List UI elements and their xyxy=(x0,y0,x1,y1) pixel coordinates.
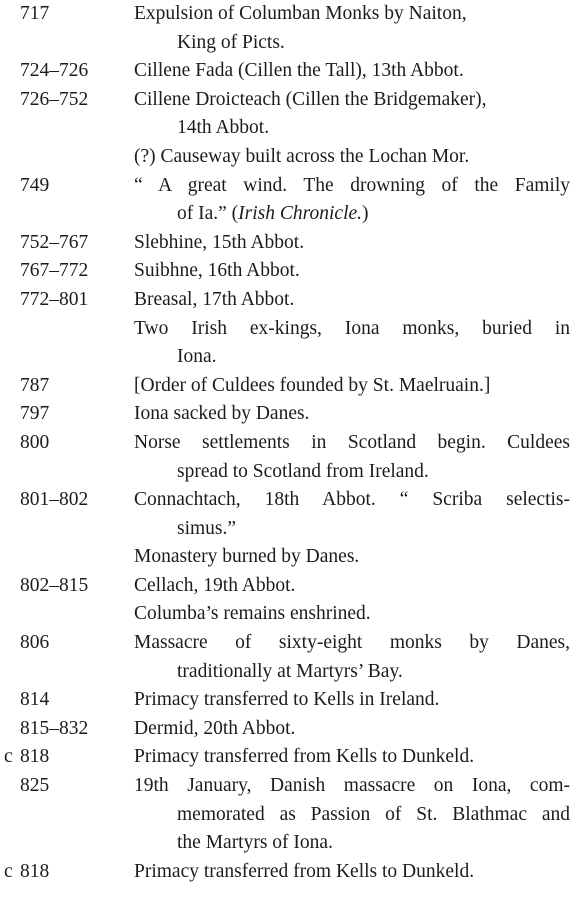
entry-line xyxy=(134,172,570,201)
chronology-entry xyxy=(0,600,580,629)
entry-line xyxy=(134,143,570,172)
entry-date: 818 xyxy=(20,746,50,768)
entry-line xyxy=(134,343,570,372)
entry-line-text: Norse settlements in Scotland begin. Culdees xyxy=(134,431,570,453)
entry-date: 717 xyxy=(20,3,50,24)
entry-line-text: Iona sacked by Danes. xyxy=(134,403,310,425)
entry-date-cell xyxy=(0,429,128,458)
entry-line xyxy=(134,743,570,772)
entry-line-text: Connachtach, 18th Abbot. “ Scriba selectis- xyxy=(134,489,570,511)
entry-date: 814 xyxy=(20,689,50,711)
entry-line-text: Iona. xyxy=(177,346,217,368)
entry-line xyxy=(134,801,570,830)
entry-line xyxy=(134,486,570,515)
entry-date: 800 xyxy=(20,431,50,453)
entry-line-text: Breasal, 17th Abbot. xyxy=(134,288,295,310)
entry-date: 825 xyxy=(20,775,50,797)
chronology-entry xyxy=(0,486,580,543)
entry-line-text: Cillene Droicteach (Cillen the Bridgemaker), xyxy=(134,88,487,110)
entry-line xyxy=(134,515,570,544)
entry-line xyxy=(134,229,570,258)
chronology-entry xyxy=(0,572,580,601)
chronology-entry xyxy=(0,257,580,286)
entry-date: 726–752 xyxy=(20,88,89,110)
entry-date: 815–832 xyxy=(20,717,89,739)
entry-date-cell xyxy=(0,86,128,115)
entry-line-text: memorated as Passion of St. Blathmac and xyxy=(177,803,570,825)
entry-line-text: Expulsion of Columban Monks by Naiton, xyxy=(134,3,467,24)
entry-date-cell xyxy=(0,229,128,258)
entry-line-text: 14th Abbot. xyxy=(177,117,270,139)
entry-description xyxy=(134,572,570,601)
chronology-entry xyxy=(0,772,580,858)
entry-description xyxy=(134,629,570,686)
entry-date-cell xyxy=(0,57,128,86)
entry-line-text: Monastery burned by Danes. xyxy=(134,546,360,568)
entry-description xyxy=(134,172,570,229)
entry-line-text: “ A great wind. The drowning of the Family xyxy=(134,174,570,196)
entry-line xyxy=(134,114,570,143)
entry-description xyxy=(134,858,570,887)
entry-date: 787 xyxy=(20,374,50,396)
chronology-entry xyxy=(0,743,580,772)
entry-line-text: Two Irish ex-kings, Iona monks, buried in xyxy=(134,317,570,339)
chronology-entry xyxy=(0,0,580,57)
chronology-entry xyxy=(0,629,580,686)
entry-line xyxy=(134,715,570,744)
entry-date: 767–772 xyxy=(20,260,89,282)
chronology-entry xyxy=(0,286,580,315)
entry-line xyxy=(134,600,570,629)
entry-line xyxy=(134,315,570,344)
entry-line-text: Primacy transferred to Kells in Ireland. xyxy=(134,689,440,711)
entry-date-cell xyxy=(0,858,128,887)
entry-line-text: [Order of Culdees founded by St. Maelruain.] xyxy=(134,374,491,396)
entry-line-text: of Ia.” ( xyxy=(177,203,239,225)
entry-line xyxy=(134,57,570,86)
entry-line-text: (?) Causeway built across the Lochan Mor. xyxy=(134,145,470,167)
entry-line-text: simus.” xyxy=(177,517,237,539)
chronology-entry xyxy=(0,543,580,572)
entry-line-text: Columba’s remains enshrined. xyxy=(134,603,371,625)
chronology-entry xyxy=(0,686,580,715)
source-citation: Irish Chronicle. xyxy=(238,203,363,225)
entry-description xyxy=(134,743,570,772)
entry-line xyxy=(134,658,570,687)
entry-line-text: Suibhne, 16th Abbot. xyxy=(134,260,300,282)
chronology-entry xyxy=(0,715,580,744)
chronology-entry xyxy=(0,429,580,486)
entry-line xyxy=(134,629,570,658)
entry-description xyxy=(134,143,570,172)
chronology-entry xyxy=(0,172,580,229)
entry-line-text: Primacy transferred from Kells to Dunkeld. xyxy=(134,860,475,882)
entry-date: 802–815 xyxy=(20,574,89,596)
entry-line xyxy=(134,458,570,487)
entry-line-text: Massacre of sixty-eight monks by Danes, xyxy=(134,632,570,654)
entry-description xyxy=(134,229,570,258)
entry-line xyxy=(134,86,570,115)
entry-line-text: 19th January, Danish massacre on Iona, com- xyxy=(134,775,570,797)
entry-description xyxy=(134,286,570,315)
entry-description xyxy=(134,600,570,629)
entry-line xyxy=(134,286,570,315)
entry-line xyxy=(134,572,570,601)
entry-date: 806 xyxy=(20,632,50,654)
chronology-entry xyxy=(0,372,580,401)
entry-description xyxy=(134,543,570,572)
entry-date-cell xyxy=(0,143,128,172)
entry-line-text: Cellach, 19th Abbot. xyxy=(134,574,296,596)
entry-line xyxy=(134,372,570,401)
entry-line xyxy=(134,400,570,429)
entry-date: 749 xyxy=(20,174,50,196)
entry-date-cell xyxy=(0,543,128,572)
entry-date: 752–767 xyxy=(20,231,89,253)
entry-date-cell xyxy=(0,172,128,201)
entry-date: 772–801 xyxy=(20,288,89,310)
entry-description xyxy=(134,429,570,486)
entry-description xyxy=(134,315,570,372)
entry-line xyxy=(134,429,570,458)
entry-line xyxy=(134,686,570,715)
entry-line-text: Dermid, 20th Abbot. xyxy=(134,717,296,739)
entry-date-cell xyxy=(0,286,128,315)
entry-date-cell xyxy=(0,0,128,29)
entry-line-text: Cillene Fada (Cillen the Tall), 13th Abbot. xyxy=(134,60,464,82)
entry-date-cell xyxy=(0,400,128,429)
entry-line xyxy=(134,0,570,29)
entry-date: 797 xyxy=(20,403,50,425)
entry-date-cell xyxy=(0,572,128,601)
chronology-entry xyxy=(0,400,580,429)
entry-line xyxy=(134,772,570,801)
entry-line xyxy=(134,543,570,572)
entry-description xyxy=(134,372,570,401)
entry-line xyxy=(134,858,570,887)
entry-description xyxy=(134,772,570,858)
entry-line-text: spread to Scotland from Ireland. xyxy=(177,460,429,482)
entry-line-closing: ) xyxy=(362,203,369,225)
entry-date-cell xyxy=(0,372,128,401)
entry-date-cell xyxy=(0,686,128,715)
entry-date-cell xyxy=(0,315,128,344)
entry-date-cell xyxy=(0,715,128,744)
entry-date-cell xyxy=(0,600,128,629)
entry-date-cell xyxy=(0,486,128,515)
entry-line xyxy=(134,829,570,858)
entry-date-prefix: c xyxy=(4,860,13,882)
entry-line xyxy=(134,29,570,58)
entry-date-cell xyxy=(0,257,128,286)
entry-line xyxy=(134,257,570,286)
entry-date-cell xyxy=(0,772,128,801)
chronology-entry xyxy=(0,57,580,86)
entry-description xyxy=(134,257,570,286)
entry-description xyxy=(134,57,570,86)
entry-description xyxy=(134,686,570,715)
entry-line-text: King of Picts. xyxy=(177,31,285,53)
entry-line-text: Primacy transferred from Kells to Dunkeld. xyxy=(134,746,475,768)
chronology-entry xyxy=(0,858,580,887)
entry-date-cell xyxy=(0,743,128,772)
entry-date: 818 xyxy=(20,860,50,882)
entry-line-text: Slebhine, 15th Abbot. xyxy=(134,231,305,253)
chronology-entry xyxy=(0,143,580,172)
entry-line xyxy=(134,200,570,229)
chronology-entry xyxy=(0,86,580,143)
chronology-entry xyxy=(0,229,580,258)
entry-description xyxy=(134,486,570,543)
entry-date-prefix: c xyxy=(4,746,13,768)
entry-date: 724–726 xyxy=(20,60,89,82)
entry-date: 801–802 xyxy=(20,489,89,511)
entry-description xyxy=(134,86,570,143)
entry-date-cell xyxy=(0,629,128,658)
entry-description xyxy=(134,0,570,57)
chronology-entry xyxy=(0,315,580,372)
entry-description xyxy=(134,400,570,429)
entry-description xyxy=(134,715,570,744)
entry-line-text: the Martyrs of Iona. xyxy=(177,832,333,854)
entry-line-text: traditionally at Martyrs’ Bay. xyxy=(177,660,403,682)
